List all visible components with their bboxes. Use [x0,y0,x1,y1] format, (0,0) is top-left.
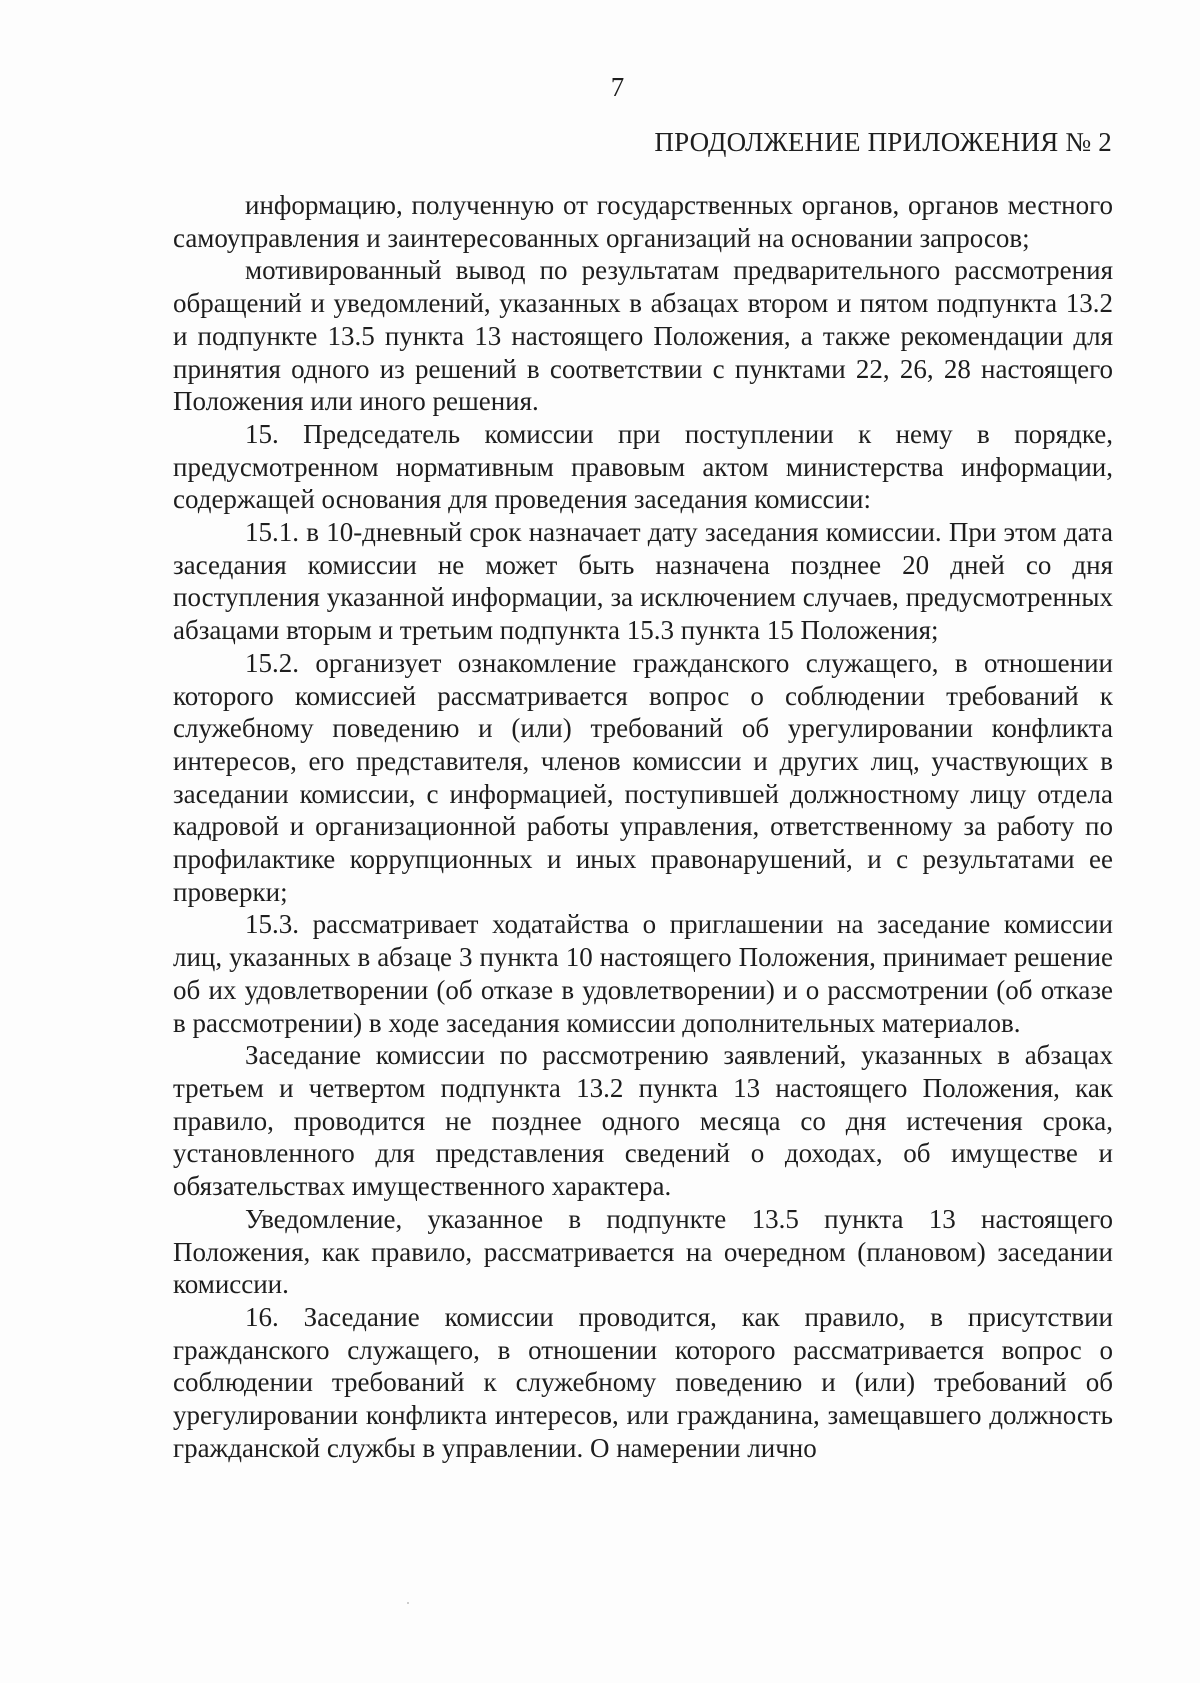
paragraph: информацию, полученную от государственных органов, органов местного самоуправления и заинтересованных организаций на основании запросов; [173,190,1113,253]
page-number: 7 [610,72,625,102]
appendix-header: ПРОДОЛЖЕНИЕ ПРИЛОЖЕНИЯ № 2 [654,127,1112,157]
paragraph: 15.3. рассматривает ходатайства о приглашении на заседание комиссии лиц, указанных в абзаце 3 пункта 10 настоящего Положения, принимает решение об их удовлетворении (об отказе в удовлетворении) и о рассмотрении (об отказе в рассмотрении) в ходе заседания комиссии дополнительных материалов. [173,909,1113,1038]
paragraph: 15.1. в 10-дневный срок назначает дату заседания комиссии. При этом дата заседания комиссии не может быть назначена позднее 20 дней со дня поступления указанной информации, за исключением случаев, предусмотренных абзацами вторым и третьим подпункта 15.3 пункта 15 Положения; [173,517,1113,646]
document-body [173,189,1113,1464]
paragraph: 15.2. организует ознакомление гражданского служащего, в отношении которого комиссией рассматривается вопрос о соблюдении требований к служебному поведению и (или) требований об урегулировании конфликта интересов, его представителя, членов комиссии и других лиц, участвующих в заседании комиссии, с информацией, поступившей должностному лицу отдела кадровой и организационной работы управления, ответственному за работу по профилактике коррупционных и иных правонарушений, и с результатами ее проверки; [173,647,1113,907]
scan-speck [407,1602,409,1604]
paragraph: 15. Председатель комиссии при поступлении к нему в порядке, предусмотренном нормативным правовым актом министерства информации, содержащей основания для проведения заседания комиссии: [173,418,1113,515]
paragraph: мотивированный вывод по результатам предварительного рассмотрения обращений и уведомлений, указанных в абзацах втором и пятом подпункта 13.2 и подпункте 13.5 пункта 13 настоящего Положения, а также рекомендации для принятия одного из решений в соответствии с пунктами 22, 26, 28 настоящего Положения или иного решения. [173,255,1113,417]
paragraph: 16. Заседание комиссии проводится, как правило, в присутствии гражданского служащего, в отношении которого рассматривается вопрос о соблюдении требований к служебному поведению и (или) требований об урегулировании конфликта интересов, или гражданина, замещавшего должность гражданской службы в управлении. О намерении лично [173,1301,1113,1463]
paragraph: Уведомление, указанное в подпункте 13.5 пункта 13 настоящего Положения, как правило, рассматривается на очередном (плановом) заседании комиссии. [173,1203,1113,1300]
paragraph: Заседание комиссии по рассмотрению заявлений, указанных в абзацах третьем и четвертом подпункта 13.2 пункта 13 настоящего Положения, как правило, проводится не позднее одного месяца со дня истечения срока, установленного для представления сведений о доходах, об имуществе и обязательствах имущественного характера. [173,1040,1113,1202]
